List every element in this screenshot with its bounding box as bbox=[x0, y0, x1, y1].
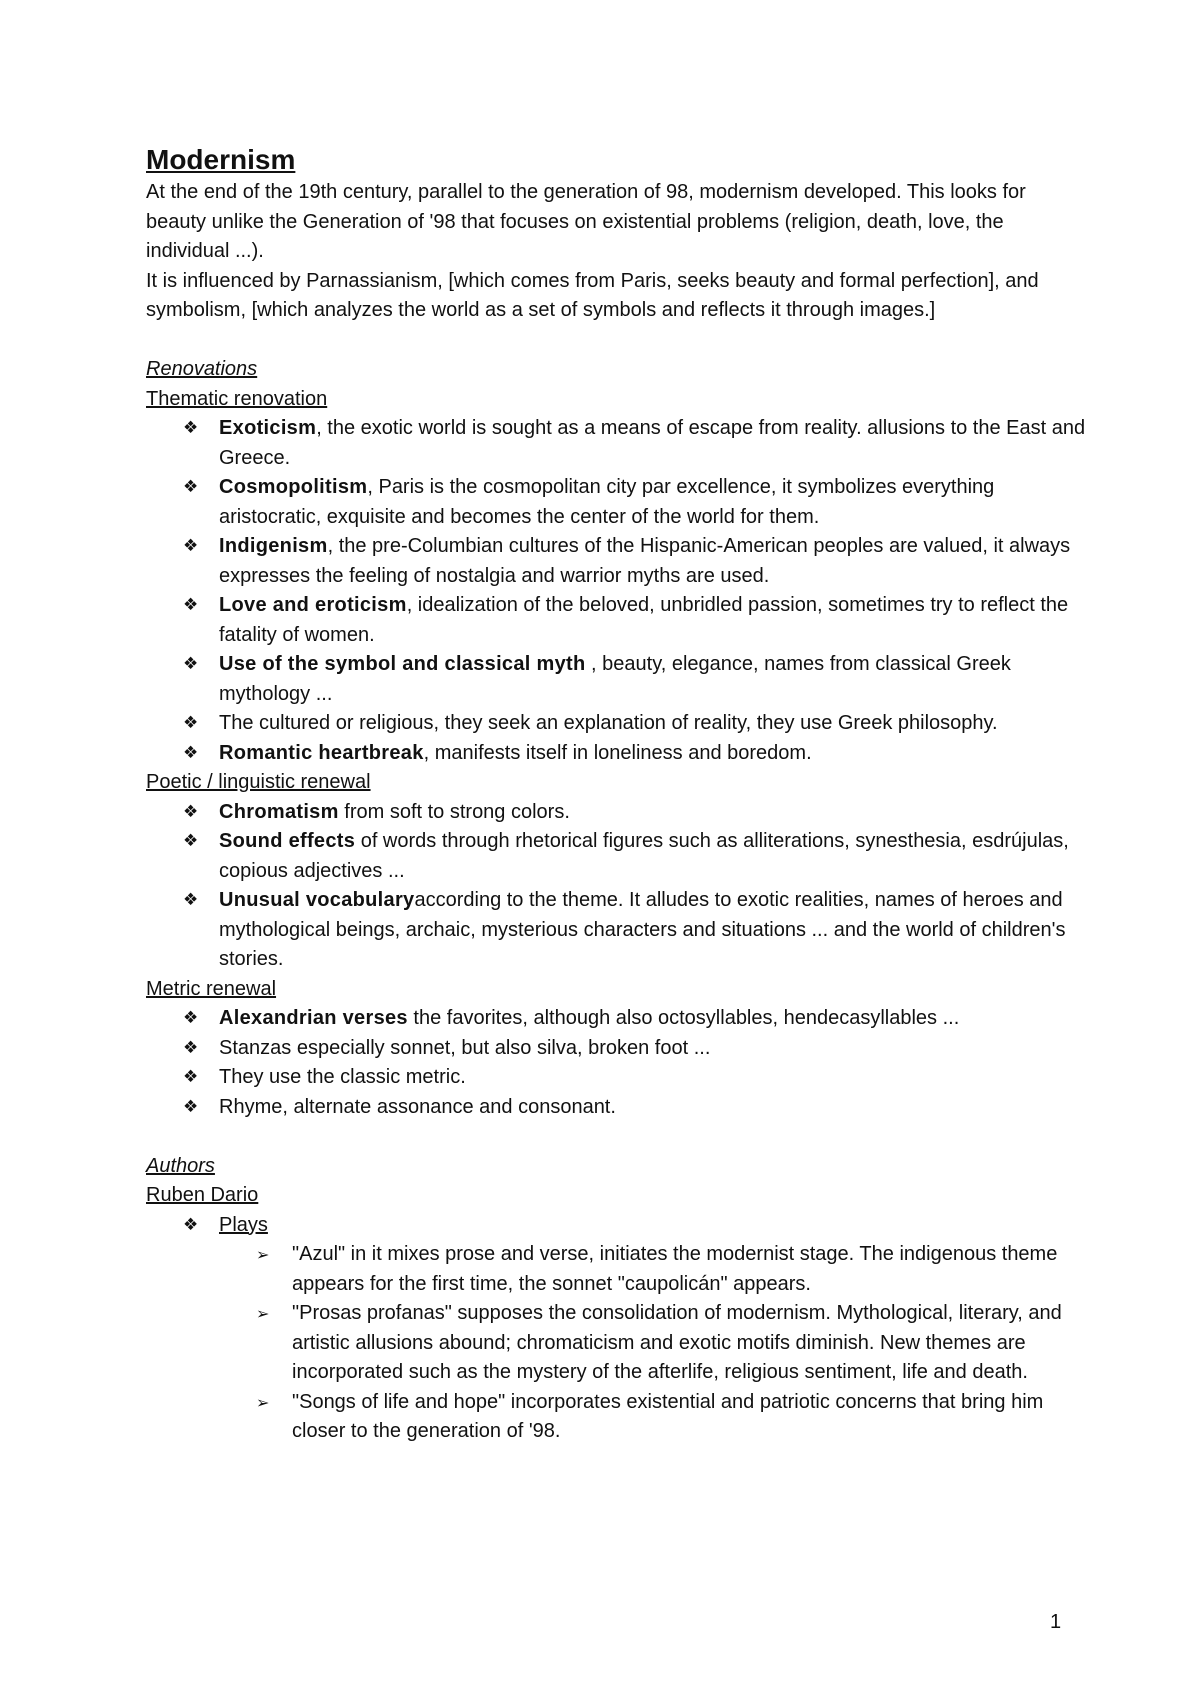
intro-paragraph-2: It is influenced by Parnassianism, [which comes from Paris, seeks beauty and formal perfection], and symbolism, [which analyzes the world as a set of symbols and reflects it through images.] bbox=[146, 269, 1039, 321]
authors-heading: Authors bbox=[146, 1154, 215, 1177]
term-description: , manifests itself in loneliness and boredom. bbox=[423, 741, 812, 764]
diamond-bullet-icon: ❖ bbox=[183, 801, 199, 822]
document-title: Modernism bbox=[146, 144, 296, 175]
term-bold: Cosmopolitism bbox=[219, 476, 368, 498]
metric-renewal-list bbox=[146, 1004, 1086, 1122]
spacer bbox=[146, 326, 1086, 356]
diamond-bullet-icon: ❖ bbox=[183, 1067, 199, 1087]
list-item bbox=[146, 739, 1086, 769]
arrow-bullet-icon: ➢ bbox=[256, 1392, 270, 1412]
list-item bbox=[146, 827, 1086, 886]
play-description: "Prosas profanas" supposes the consolidation of modernism. Mythological, literary, and artistic allusions abound; chromaticism and exotic motifs diminish. New themes are incorporated such as the mystery of the afterlife, religious sentiment, life and death. bbox=[292, 1302, 1062, 1383]
list-item bbox=[146, 1388, 1086, 1447]
term-bold: Indigenism bbox=[219, 535, 328, 557]
term-description: , Paris is the cosmopolitan city par excellence, it symbolizes everything aristocratic, exquisite and becomes the center of the world for them. bbox=[219, 476, 995, 528]
term-bold: Unusual vocabulary bbox=[219, 889, 415, 911]
list-item bbox=[146, 709, 1086, 739]
diamond-bullet-icon: ❖ bbox=[183, 713, 199, 733]
diamond-bullet-icon: ❖ bbox=[183, 418, 199, 438]
list-item bbox=[146, 532, 1086, 591]
thematic-renovation-heading: Thematic renovation bbox=[146, 387, 328, 410]
list-item bbox=[146, 1004, 1086, 1034]
list-item bbox=[146, 473, 1086, 532]
poetic-renewal-heading: Poetic / linguistic renewal bbox=[146, 771, 371, 793]
list-item bbox=[146, 591, 1086, 650]
document-page bbox=[146, 140, 1086, 1447]
term-bold: Alexandrian verses bbox=[219, 1007, 408, 1029]
term-description: of words through rhetorical figures such as alliterations, synesthesia, esdrújulas, copious adjectives ... bbox=[219, 830, 1069, 882]
term-description: Stanzas especially sonnet, but also silva, broken foot ... bbox=[219, 1036, 711, 1059]
diamond-bullet-icon: ❖ bbox=[183, 1096, 199, 1117]
list-item bbox=[146, 1063, 1086, 1093]
diamond-bullet-icon: ❖ bbox=[183, 536, 199, 556]
ruben-dario-heading: Ruben Dario bbox=[146, 1184, 259, 1206]
play-description: "Songs of life and hope" incorporates existential and patriotic concerns that bring him closer to the generation of '98. bbox=[292, 1390, 1044, 1442]
list-item bbox=[146, 1093, 1086, 1123]
term-description: from soft to strong colors. bbox=[338, 800, 570, 823]
term-description: Rhyme, alternate assonance and consonant. bbox=[219, 1095, 616, 1118]
diamond-bullet-icon: ❖ bbox=[183, 654, 199, 674]
term-bold: Romantic heartbreak bbox=[219, 741, 424, 764]
term-description: the favorites, although also octosyllables, hendecasyllables ... bbox=[407, 1007, 960, 1029]
intro-paragraph-1: At the end of the 19th century, parallel to the generation of 98, modernism developed. This looks for beauty unlike the Generation of '98 that focuses on existential problems (religion, death, love, the individual ...). bbox=[146, 181, 1026, 262]
term-description: The cultured or religious, they seek an explanation of reality, they use Greek philosophy. bbox=[219, 712, 998, 734]
list-item bbox=[146, 1299, 1086, 1388]
renovations-heading: Renovations bbox=[146, 358, 258, 380]
diamond-bullet-icon: ❖ bbox=[183, 477, 199, 497]
term-description: , idealization of the beloved, unbridled passion, sometimes try to reflect the fatality of women. bbox=[219, 594, 1069, 646]
list-item bbox=[146, 414, 1086, 473]
list-item bbox=[146, 886, 1086, 975]
diamond-bullet-icon: ❖ bbox=[183, 890, 199, 910]
list-item bbox=[146, 1211, 1086, 1241]
page-number: 1 bbox=[1050, 1611, 1062, 1633]
list-item bbox=[146, 798, 1086, 828]
poetic-renewal-list bbox=[146, 798, 1086, 975]
term-description: according to the theme. It alludes to exotic realities, names of heroes and mythological beings, archaic, mysterious characters and situations ... and the world of children's stories. bbox=[219, 889, 1066, 970]
play-description: "Azul" in it mixes prose and verse, initiates the modernist stage. The indigenous theme appears for the first time, the sonnet "caupolicán" appears. bbox=[292, 1243, 1058, 1295]
thematic-renovation-list bbox=[146, 414, 1086, 768]
arrow-bullet-icon: ➢ bbox=[256, 1245, 270, 1264]
term-bold: Exoticism bbox=[219, 417, 317, 439]
diamond-bullet-icon: ❖ bbox=[183, 1037, 199, 1058]
diamond-bullet-icon: ❖ bbox=[183, 1214, 199, 1235]
list-item bbox=[146, 1240, 1086, 1299]
diamond-bullet-icon: ❖ bbox=[183, 742, 199, 763]
list-item bbox=[146, 650, 1086, 709]
plays-list bbox=[146, 1240, 1086, 1447]
list-item bbox=[146, 1034, 1086, 1064]
term-bold: Sound effects bbox=[219, 830, 356, 852]
term-description: , the exotic world is sought as a means of escape from reality. allusions to the East and Greece. bbox=[219, 417, 1086, 469]
term-description: , beauty, elegance, names from classical Greek mythology ... bbox=[219, 653, 1011, 705]
term-bold: Love and eroticism bbox=[219, 594, 407, 616]
term-bold: Chromatism bbox=[219, 800, 339, 823]
spacer bbox=[146, 1122, 1086, 1152]
term-description: They use the classic metric. bbox=[219, 1066, 466, 1088]
term-bold: Use of the symbol and classical myth bbox=[219, 653, 586, 675]
diamond-bullet-icon: ❖ bbox=[183, 595, 199, 615]
term-description: , the pre-Columbian cultures of the Hispanic-American peoples are valued, it always expresses the feeling of nostalgia and warrior myths are used. bbox=[219, 535, 1071, 587]
diamond-bullet-icon: ❖ bbox=[183, 1008, 199, 1028]
metric-renewal-heading: Metric renewal bbox=[146, 977, 277, 1000]
ruben-dario-list bbox=[146, 1211, 1086, 1241]
diamond-bullet-icon: ❖ bbox=[183, 831, 199, 851]
arrow-bullet-icon: ➢ bbox=[256, 1304, 270, 1323]
plays-label: Plays bbox=[219, 1213, 268, 1236]
